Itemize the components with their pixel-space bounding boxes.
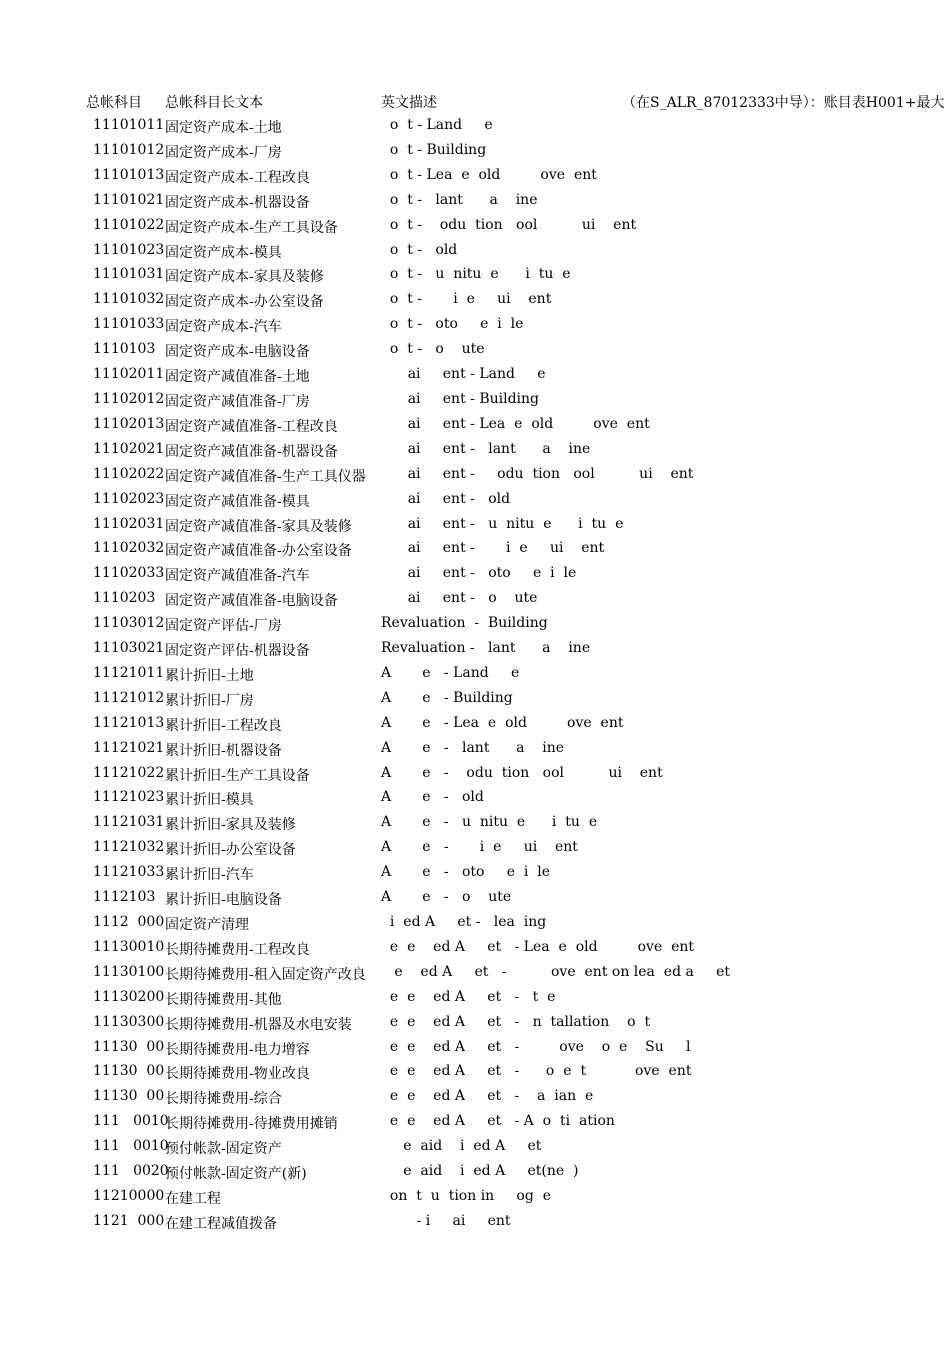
- table-row: [0, 466, 950, 491]
- english-description: on t u tion in og e: [381, 1187, 552, 1204]
- english-description: o t - Land e: [381, 117, 493, 133]
- english-description: ai ent - old: [381, 490, 511, 507]
- table-row: [0, 715, 950, 740]
- account-long-text: 固定资产减值准备-家具及装修: [165, 518, 352, 535]
- table-row: [0, 167, 950, 192]
- account-code: 11101022: [93, 216, 165, 233]
- table-row: [0, 516, 950, 541]
- header-account-code: 总帐科目: [86, 95, 142, 111]
- account-code: 11102023: [93, 490, 165, 507]
- account-code: 11102013: [93, 415, 165, 432]
- english-description: ai ent - oto e i le: [381, 565, 577, 582]
- table-row: [0, 565, 950, 590]
- account-code: 11210000: [93, 1187, 165, 1204]
- account-long-text: 固定资产成本-厂房: [165, 144, 282, 161]
- table-row: [0, 217, 950, 242]
- account-long-text: 累计折旧-机器设备: [165, 742, 282, 759]
- table-row: [0, 864, 950, 889]
- table-row: [0, 491, 950, 516]
- account-long-text: 长期待摊费用-物业改良: [165, 1066, 310, 1083]
- account-long-text: 长期待摊费用-租入固定资产改良: [165, 966, 366, 983]
- account-code: 11121032: [93, 839, 165, 856]
- account-code: 11102011: [93, 366, 165, 383]
- account-long-text: 固定资产清理: [165, 917, 249, 933]
- account-long-text: 累计折旧-工程改良: [165, 717, 282, 734]
- account-code: 1110203: [93, 590, 156, 607]
- english-description: e e ed A et - t e: [381, 988, 556, 1005]
- english-description: A e - u nitu e i tu e: [381, 814, 598, 831]
- account-code: 11103021: [93, 640, 165, 657]
- english-description: A e - o ute: [381, 889, 512, 906]
- table-row: [0, 1088, 950, 1113]
- table-row: [0, 1138, 950, 1163]
- english-description: ai ent - i e ui ent: [381, 540, 605, 557]
- account-code: 1110103: [93, 341, 156, 358]
- table-row: [0, 1163, 950, 1188]
- english-description: e e ed A et - ove o e Su l: [381, 1038, 691, 1055]
- table-row: [0, 665, 950, 690]
- account-long-text: 在建工程减值拨备: [165, 1215, 277, 1232]
- table-row: [0, 690, 950, 715]
- table-row: [0, 316, 950, 341]
- account-long-text: 固定资产成本-汽车: [165, 319, 282, 336]
- table-row: [0, 441, 950, 466]
- account-long-text: 固定资产减值准备-厂房: [165, 393, 310, 410]
- english-description: e e ed A et - A o ti ation: [381, 1113, 615, 1130]
- account-code: 11130 00: [93, 1038, 165, 1055]
- account-long-text: 长期待摊费用-机器及水电安装: [165, 1016, 352, 1033]
- account-code: 11102032: [93, 540, 165, 557]
- account-rows: [0, 117, 950, 1238]
- table-row: [0, 1039, 950, 1064]
- account-long-text: 在建工程: [165, 1190, 221, 1207]
- account-long-text: 固定资产成本-机器设备: [165, 194, 310, 211]
- english-description: Revaluation - Building: [381, 615, 548, 632]
- english-description: ai ent - lant a ine: [381, 440, 591, 457]
- account-code: 11101021: [93, 191, 165, 208]
- account-code: 11130100: [93, 963, 165, 980]
- english-description: e e ed A et - n tallation o t: [381, 1013, 651, 1030]
- table-row: [0, 964, 950, 989]
- account-code: 11101013: [93, 166, 165, 183]
- account-long-text: 预付帐款-固定资产: [165, 1141, 282, 1158]
- account-code: 1112103: [93, 889, 156, 906]
- table-row: [0, 117, 950, 142]
- account-code: 11130 00: [93, 1088, 165, 1105]
- english-description: o t - Building: [381, 141, 487, 158]
- table-row: [0, 814, 950, 839]
- account-code: 11101032: [93, 291, 165, 308]
- english-description: ai ent - Lea e old ove ent: [381, 415, 650, 432]
- account-code: 11102031: [93, 515, 165, 532]
- account-long-text: 固定资产减值准备-机器设备: [165, 443, 338, 460]
- english-description: o t - lant a ine: [381, 191, 538, 208]
- header-note: （在S_ALR_87012333中导）：账目表H001+最大: [622, 95, 945, 111]
- account-long-text: 累计折旧-生产工具设备: [165, 767, 310, 784]
- table-row: [0, 1113, 950, 1138]
- table-row: [0, 1188, 950, 1213]
- english-description: e e ed A et - a ian e: [381, 1088, 594, 1105]
- english-description: e aid i ed A et: [381, 1138, 542, 1155]
- account-long-text: 长期待摊费用-其他: [165, 991, 282, 1008]
- table-header: [0, 92, 950, 114]
- english-description: ai ent - o ute: [381, 590, 538, 607]
- header-english-description: 英文描述: [381, 95, 437, 111]
- account-code: 11103012: [93, 615, 165, 632]
- account-code: 11121012: [93, 689, 165, 706]
- account-code: 11130 00: [93, 1063, 165, 1080]
- table-row: [0, 640, 950, 665]
- english-description: o t - o ute: [381, 341, 485, 358]
- account-code: 11121033: [93, 864, 165, 881]
- account-long-text: 固定资产成本-电脑设备: [165, 344, 310, 361]
- account-long-text: 长期待摊费用-工程改良: [165, 941, 310, 958]
- english-description: ai ent - odu tion ool ui ent: [381, 465, 694, 482]
- table-row: [0, 1063, 950, 1088]
- table-row: [0, 341, 950, 366]
- account-long-text: 固定资产减值准备-模具: [165, 493, 310, 510]
- account-long-text: 固定资产成本-工程改良: [165, 169, 310, 186]
- account-long-text: 固定资产减值准备-工程改良: [165, 418, 338, 435]
- account-long-text: 固定资产评估-机器设备: [165, 643, 310, 660]
- account-long-text: 累计折旧-办公室设备: [165, 842, 296, 859]
- table-row: [0, 914, 950, 939]
- english-description: o t - old: [381, 241, 458, 258]
- table-row: [0, 540, 950, 565]
- account-code: 11130010: [93, 938, 165, 955]
- table-row: [0, 366, 950, 391]
- account-code: 11101033: [93, 316, 165, 333]
- table-row: [0, 889, 950, 914]
- table-row: [0, 939, 950, 964]
- account-long-text: 长期待摊费用-电力增容: [165, 1041, 310, 1058]
- account-code: 1121 000: [93, 1212, 165, 1229]
- account-code: 11121011: [93, 664, 165, 681]
- account-code: 11102012: [93, 390, 165, 407]
- table-row: [0, 989, 950, 1014]
- account-code: 11102021: [93, 440, 165, 457]
- account-long-text: 累计折旧-土地: [165, 667, 254, 684]
- english-description: e e ed A et - Lea e old ove ent: [381, 938, 695, 955]
- table-row: [0, 789, 950, 814]
- account-code: 11130300: [93, 1013, 165, 1030]
- account-long-text: 累计折旧-汽车: [165, 867, 254, 884]
- english-description: A e - oto e i le: [381, 864, 551, 881]
- account-long-text: 固定资产减值准备-土地: [165, 369, 310, 386]
- account-long-text: 固定资产成本-家具及装修: [165, 269, 324, 286]
- english-description: A e - Land e: [381, 664, 520, 681]
- table-row: [0, 765, 950, 790]
- account-long-text: 固定资产减值准备-办公室设备: [165, 543, 352, 560]
- account-code: 11101011: [93, 117, 165, 133]
- english-description: ai ent - Building: [381, 390, 540, 407]
- account-code: 11101023: [93, 241, 165, 258]
- account-code: 11121021: [93, 739, 165, 756]
- english-description: A e - old: [381, 789, 484, 806]
- table-row: [0, 266, 950, 291]
- account-code: 11121031: [93, 814, 165, 831]
- english-description: Revaluation - lant a ine: [381, 640, 591, 657]
- account-code: 111 0020: [93, 1163, 169, 1180]
- account-code: 111 0010: [93, 1138, 169, 1155]
- table-row: [0, 192, 950, 217]
- english-description: o t - oto e i le: [381, 316, 524, 333]
- account-long-text: 固定资产成本-办公室设备: [165, 294, 324, 311]
- account-code: 11121013: [93, 714, 165, 731]
- account-long-text: 固定资产评估-厂房: [165, 618, 282, 635]
- english-description: - i ai ent: [381, 1212, 511, 1229]
- account-code: 1112 000: [93, 914, 165, 930]
- account-code: 11121023: [93, 789, 165, 806]
- account-long-text: 长期待摊费用-综合: [165, 1091, 282, 1108]
- account-long-text: 累计折旧-厂房: [165, 692, 254, 709]
- english-description: o t - i e ui ent: [381, 291, 552, 308]
- account-code: 111 0010: [93, 1113, 169, 1130]
- account-long-text: 累计折旧-模具: [165, 792, 254, 809]
- english-description: ai ent - Land e: [381, 366, 546, 383]
- table-row: [0, 590, 950, 615]
- account-long-text: 累计折旧-电脑设备: [165, 892, 282, 909]
- account-long-text: 累计折旧-家具及装修: [165, 817, 296, 834]
- english-description: A e - lant a ine: [381, 739, 565, 756]
- english-description: A e - odu tion ool ui ent: [381, 764, 663, 781]
- account-code: 11101031: [93, 266, 165, 283]
- english-description: A e - Building: [381, 689, 513, 706]
- english-description: e ed A et - ove ent on lea ed a et: [381, 963, 731, 980]
- account-long-text: 固定资产减值准备-生产工具仪器: [165, 468, 366, 485]
- english-description: e e ed A et - o e t ove ent: [381, 1063, 692, 1080]
- table-row: [0, 291, 950, 316]
- account-long-text: 固定资产成本-生产工具设备: [165, 219, 338, 236]
- english-description: A e - Lea e old ove ent: [381, 714, 624, 731]
- table-row: [0, 839, 950, 864]
- account-code: 11121022: [93, 764, 165, 781]
- table-row: [0, 740, 950, 765]
- english-description: e aid i ed A et(ne ): [381, 1163, 579, 1180]
- account-code: 11101012: [93, 141, 165, 158]
- table-row: [0, 242, 950, 267]
- account-long-text: 长期待摊费用-待摊费用摊销: [165, 1116, 338, 1133]
- table-row: [0, 416, 950, 441]
- table-row: [0, 1213, 950, 1238]
- account-code: 11102022: [93, 465, 165, 482]
- english-description: o t - u nitu e i tu e: [381, 266, 571, 283]
- account-long-text: 固定资产减值准备-电脑设备: [165, 593, 338, 610]
- table-row: [0, 1014, 950, 1039]
- account-long-text: 预付帐款-固定资产(新): [165, 1166, 307, 1183]
- table-row: [0, 391, 950, 416]
- english-description: ai ent - u nitu e i tu e: [381, 515, 624, 532]
- table-row: [0, 142, 950, 167]
- english-description: A e - i e ui ent: [381, 839, 578, 856]
- account-long-text: 固定资产成本-模具: [165, 244, 282, 261]
- english-description: o t - Lea e old ove ent: [381, 166, 597, 183]
- account-code: 11102033: [93, 565, 165, 582]
- english-description: o t - odu tion ool ui ent: [381, 216, 637, 233]
- account-code: 11130200: [93, 988, 165, 1005]
- account-long-text: 固定资产成本-土地: [165, 120, 282, 136]
- account-long-text: 固定资产减值准备-汽车: [165, 568, 310, 585]
- english-description: i ed A et - lea ing: [381, 914, 547, 930]
- header-long-text: 总帐科目长文本: [165, 95, 263, 111]
- table-row: [0, 615, 950, 640]
